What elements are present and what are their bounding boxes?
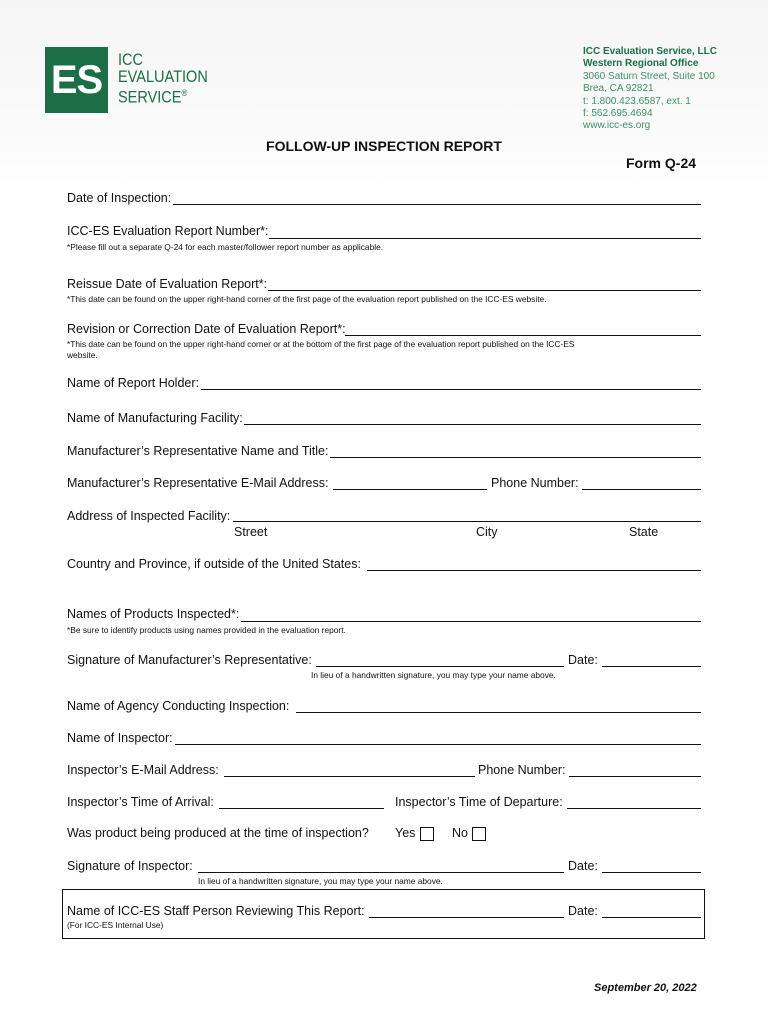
departure-field[interactable] — [567, 808, 701, 809]
agency-label: Name of Agency Conducting Inspection: — [67, 699, 290, 713]
revision-date-note-1: *This date can be found on the upper right-hand corner or at the bottom of the first page of the evaluation report published on the ICC-ES — [67, 339, 575, 349]
staff-reviewer-date-field[interactable] — [602, 917, 701, 918]
yes-label: Yes — [395, 826, 416, 840]
staff-reviewer-field[interactable] — [369, 917, 564, 918]
country-label: Country and Province, if outside of the United States: — [67, 557, 361, 571]
office-city: Brea, CA 92821 — [583, 83, 654, 95]
address-street-caption: Street — [234, 525, 268, 539]
rep-signature-date-label: Date: — [568, 653, 598, 667]
report-number-label: ICC-ES Evaluation Report Number*: — [67, 224, 269, 238]
reissue-date-field[interactable] — [268, 290, 701, 291]
rep-name-title-field[interactable] — [330, 457, 701, 458]
date-of-inspection-label: Date of Inspection: — [67, 191, 172, 205]
revision-date-label: Revision or Correction Date of Evaluation Report*: — [67, 322, 346, 336]
inspector-email-label: Inspector’s E-Mail Address: — [67, 763, 219, 777]
products-label: Names of Products Inspected*: — [67, 607, 240, 621]
report-holder-label: Name of Report Holder: — [67, 376, 200, 390]
internal-use-note: (For ICC-ES Internal Use) — [67, 920, 164, 930]
office-name: Western Regional Office — [583, 58, 699, 70]
revision-date-note-2: website. — [67, 350, 98, 360]
registered-mark: ® — [181, 88, 188, 98]
staff-reviewer-date-label: Date: — [568, 904, 598, 918]
logo-line-3: SERVICE — [118, 88, 182, 107]
yes-checkbox[interactable] — [420, 827, 434, 841]
rep-phone-field[interactable] — [582, 489, 701, 490]
revision-date-footer: September 20, 2022 — [594, 982, 697, 994]
inspector-email-field[interactable] — [224, 776, 475, 777]
icc-es-logo — [45, 47, 108, 113]
inspector-signature-date-label: Date: — [568, 859, 598, 873]
inspector-phone-label: Phone Number: — [478, 763, 566, 777]
inspector-signature-label: Signature of Inspector: — [67, 859, 193, 873]
address-city-caption: City — [476, 525, 498, 539]
rep-signature-label: Signature of Manufacturer’s Representative: — [67, 653, 312, 667]
manufacturing-facility-label: Name of Manufacturing Facility: — [67, 411, 243, 425]
inspector-name-label: Name of Inspector: — [67, 731, 173, 745]
staff-reviewer-label: Name of ICC-ES Staff Person Reviewing This Report: — [67, 904, 365, 918]
form-number: Form Q-24 — [626, 155, 697, 171]
rep-email-field[interactable] — [333, 489, 487, 490]
logo-wordmark — [118, 52, 220, 106]
address-field[interactable] — [233, 521, 701, 522]
rep-signature-lieu-note: In lieu of a handwritten signature, you may type your name above. — [311, 670, 556, 680]
rep-email-label: Manufacturer’s Representative E-Mail Address: — [67, 476, 329, 490]
departure-label: Inspector’s Time of Departure: — [395, 795, 563, 809]
inspector-signature-field[interactable] — [198, 872, 564, 873]
no-label: No — [452, 826, 468, 840]
org-name: ICC Evaluation Service, LLC — [583, 46, 717, 57]
reissue-date-note: *This date can be found on the upper right-hand corner of the first page of the evaluation report published on the ICC-ES website. — [67, 294, 547, 304]
arrival-label: Inspector’s Time of Arrival: — [67, 795, 214, 809]
reissue-date-label: Reissue Date of Evaluation Report*: — [67, 277, 268, 291]
rep-name-title-label: Manufacturer’s Representative Name and Title: — [67, 444, 329, 458]
rep-signature-date-field[interactable] — [602, 666, 701, 667]
produced-question-label: Was product being produced at the time of inspection? — [67, 826, 369, 840]
rep-signature-field[interactable] — [316, 666, 564, 667]
report-holder-field[interactable] — [201, 389, 701, 390]
country-field[interactable] — [367, 570, 701, 571]
rep-phone-label: Phone Number: — [491, 476, 579, 490]
logo-line-2: EVALUATION — [118, 67, 208, 86]
inspector-signature-date-field[interactable] — [602, 872, 701, 873]
office-phone: t: 1.800.423.6587, ext. 1 — [583, 95, 691, 107]
logo-line-1: ICC — [118, 51, 144, 69]
office-street: 3060 Saturn Street, Suite 100 — [583, 70, 715, 82]
revision-date-field[interactable] — [345, 335, 701, 336]
agency-field[interactable] — [296, 712, 701, 713]
date-of-inspection-field[interactable] — [173, 204, 701, 205]
inspector-name-field[interactable] — [175, 744, 701, 745]
inspector-signature-lieu-note: In lieu of a handwritten signature, you may type your name above. — [198, 876, 443, 886]
office-fax: f: 562.695.4694 — [583, 108, 653, 120]
office-address — [583, 46, 717, 133]
logo-mark: ES — [50, 58, 103, 102]
report-number-field[interactable] — [269, 238, 701, 239]
address-state-caption: State — [629, 525, 659, 539]
office-website[interactable]: www.icc-es.org — [583, 120, 651, 132]
no-checkbox[interactable] — [472, 827, 486, 841]
address-label: Address of Inspected Facility: — [67, 509, 231, 523]
report-number-note: *Please fill out a separate Q-24 for each master/follower report number as applicable. — [67, 242, 384, 252]
manufacturing-facility-field[interactable] — [244, 424, 701, 425]
arrival-field[interactable] — [219, 808, 384, 809]
products-note: *Be sure to identify products using names provided in the evaluation report. — [67, 625, 346, 635]
form-title: FOLLOW-UP INSPECTION REPORT — [266, 138, 502, 154]
products-field[interactable] — [241, 621, 701, 622]
inspector-phone-field[interactable] — [569, 776, 701, 777]
